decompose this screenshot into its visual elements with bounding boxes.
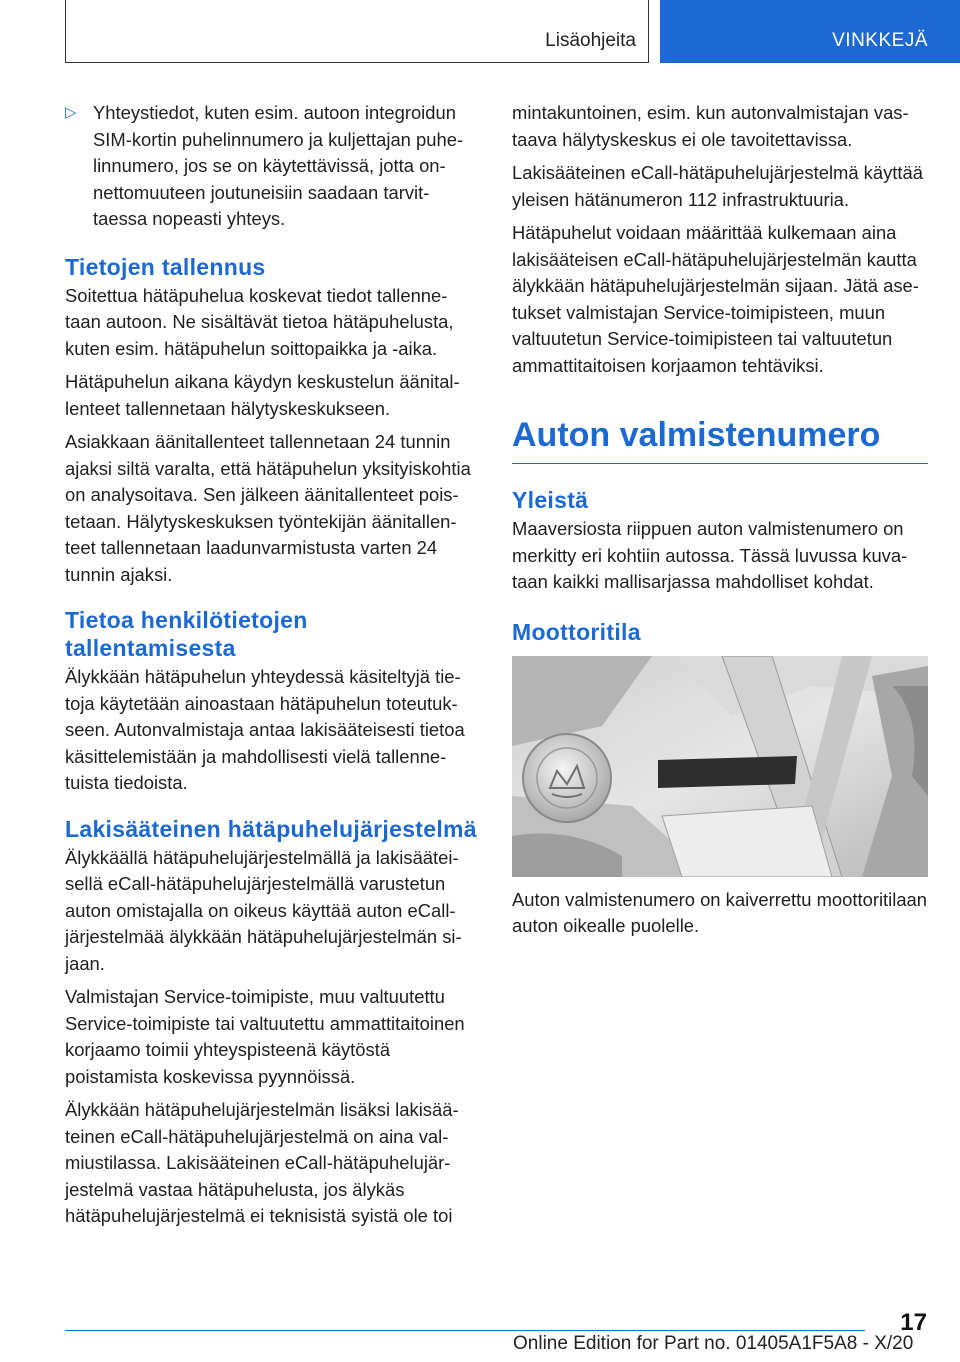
left-column xyxy=(65,100,477,1237)
bullet-item xyxy=(65,100,477,233)
bullet-text: Yhteystiedot, kuten esim. autoon integroidun SIM-kortin puhelinnumero ja kuljettajan puhelinnumero, jos se on käytettävissä, jotta onnettomuuteen joutuneisiin saadaan tarvittaessa nopeasti yhteys. xyxy=(93,102,464,229)
footer-divider xyxy=(65,1330,865,1331)
header-chapter-title: VINKKEJÄ xyxy=(832,30,928,51)
heading-data-storage: Tietojen tallennus xyxy=(65,253,266,280)
paragraph: Valmistajan Service-toimipiste, muu valtuutettu Service-toimipiste tai valtuutettu ammattitaitoinen korjaamo toimii yhteyspisteenä käytöstä poistamista koskevissa pyynnöissä. xyxy=(65,986,465,1087)
header-section-title: Lisäohjeita xyxy=(545,30,636,51)
heading-statutory-ecall: Lakisääteinen hätäpuhelujärjestelmä xyxy=(65,815,477,842)
paragraph: Hätäpuhelut voidaan määrittää kulkemaan aina lakisääteisen eCall-hätäpuhelujärjestelmän kautta älykkään hätäpuhelujärjestelmän sijaan. Jätä asetukset valmistajan Service-toimipisteen, muun valtuutetun Service-toimipisteen tai valtuutetun ammattitaitoisen korjaamon tehtäviksi. xyxy=(512,222,919,376)
header-section-box xyxy=(65,0,649,63)
paragraph: Maaversiosta riippuen auton valmistenumero on merkitty eri kohtiin autossa. Tässä luvussa kuvataan kaikki mallisarjassa mahdolliset kohdat. xyxy=(512,518,908,592)
engine-compartment-photo xyxy=(512,656,928,877)
paragraph: Älykkään hätäpuhelujärjestelmän lisäksi lakisääteinen eCall-hätäpuhelujärjestelmä on aina valmiustilassa. Lakisääteinen eCall-hätäpuhelujärjestelmä vastaa hätäpuhelusta, jos älykäs hätäpuhelujärjestelmä ei teknisistä syistä ole toi xyxy=(65,1099,459,1226)
footer-edition: Online Edition for Part no. 01405A1F5A8 - X/20 xyxy=(513,1333,914,1354)
photo-caption: Auton valmistenumero on kaiverrettu moottoritilaan auton oikealle puolelle. xyxy=(512,888,928,936)
paragraph: Asiakkaan äänitallenteet tallennetaan 24 tunnin ajaksi siltä varalta, että hätäpuhelun yksityiskohtia on analysoitava. Sen jälkeen äänitallenteet poistetaan. Hälytyskeskuksen työntekijän äänitallenteet tallennetaan laadunvarmistusta varten 24 tunnin ajaksi. xyxy=(65,431,471,585)
paragraph: Älykkään hätäpuhelun yhteydessä käsiteltyjä tietoja käytetään ainoastaan hätäpuhelun toteutukseen. Autonvalmistaja antaa lakisääteisesti tietoa käsittelemistään ja mahdollisesti vielä tallennetuista tiedoista. xyxy=(65,666,465,793)
header-chapter-tab xyxy=(660,0,960,63)
paragraph: Hätäpuhelun aikana käydyn keskustelun äänitallenteet tallennetaan hälytyskeskukseen. xyxy=(65,371,460,419)
page-number: 17 xyxy=(900,1309,927,1336)
paragraph: Soitettua hätäpuhelua koskevat tiedot tallennetaan autoon. Ne sisältävät tietoa hätäpuhelusta, kuten esim. hätäpuhelun soittopaikka ja -aika. xyxy=(65,284,454,359)
triangle-bullet-icon: ▷ xyxy=(65,104,77,121)
paragraph: Älykkäällä hätäpuhelujärjestelmällä ja lakisääteisellä eCall-hätäpuhelujärjestelmällä varustetun auton omistajalla on oikeus käyttää auton eCall-järjestelmää älykkään hätäpuhelujärjestelmän sijaan. xyxy=(65,846,462,974)
heading-personal-data: Tietoa henkilötietojen tallentamisesta xyxy=(65,607,308,661)
heading-vin: Auton valmistenumero xyxy=(512,413,928,464)
paragraph: Lakisääteinen eCall-hätäpuhelujärjestelmä käyttää yleisen hätänumeron 112 infrastruktuuria. xyxy=(512,162,923,210)
heading-general: Yleistä xyxy=(512,487,589,513)
right-column xyxy=(512,100,928,947)
heading-engine-compartment: Moottoritila xyxy=(512,618,641,645)
paragraph: mintakuntoinen, esim. kun autonvalmistajan vastaava hälytyskeskus ei ole tavoitettavissa. xyxy=(512,102,909,150)
